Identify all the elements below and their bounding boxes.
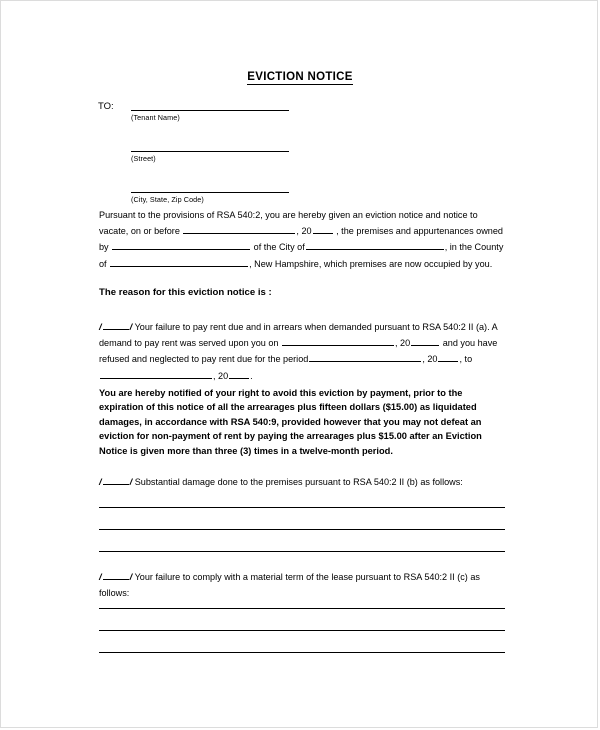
reason-c-answer-line-1[interactable] (99, 608, 505, 609)
reason-b-answer-line-2[interactable] (99, 529, 505, 530)
reason-c-paragraph (99, 569, 505, 601)
reason-a-text-2: , 20 (395, 338, 411, 349)
vacate-date-input[interactable] (183, 224, 295, 234)
reason-a-paragraph (99, 319, 505, 384)
reason-b-checkbox[interactable] (99, 477, 132, 487)
reason-b-paragraph (99, 474, 505, 490)
reason-c-answer-lines (99, 608, 505, 653)
street-input[interactable] (131, 151, 289, 152)
reason-c-answer-line-3[interactable] (99, 652, 505, 653)
page-title (1, 71, 598, 83)
reason-a-text-7: . (250, 370, 253, 381)
reason-a-text-5: , to (459, 354, 473, 365)
intro-text-6: , New Hampshire, which premises are now occupied by you. (249, 258, 493, 269)
demand-year-input[interactable] (411, 336, 439, 346)
reason-c-slot[interactable] (103, 570, 129, 580)
county-input[interactable] (110, 257, 248, 267)
city-state-zip-caption: (City, State, Zip Code) (131, 195, 204, 204)
reason-heading: The reason for this eviction notice is : (99, 287, 272, 298)
reason-b-marker-close: / (129, 477, 133, 487)
reason-b-answer-lines (99, 507, 505, 552)
intro-paragraph (99, 207, 505, 272)
intro-text-5: , in the County of (99, 242, 504, 269)
tenant-name-caption: (Tenant Name) (131, 113, 180, 122)
reason-c-text-1: Your failure to comply with a material term of the lease pursuant to RSA 540:2 II (c) as follows: (99, 572, 480, 599)
period-from-year-input[interactable] (438, 352, 458, 362)
period-to-input[interactable] (100, 369, 212, 379)
owner-name-input[interactable] (112, 240, 250, 250)
city-input[interactable] (306, 240, 444, 250)
intro-text-4: of the City of (253, 242, 305, 253)
intro-text-3: , the premises and appurtenances owned by (99, 226, 503, 253)
tenant-name-input[interactable] (131, 110, 289, 111)
demand-date-input[interactable] (282, 336, 394, 346)
city-state-zip-input[interactable] (131, 192, 289, 193)
reason-a-text-1: Your failure to pay rent due and in arrears when demanded pursuant to RSA 540:2 II (a). A demand to pay rent was served upon you on (99, 322, 498, 349)
reason-a-text-6: , 20 (213, 370, 229, 381)
reason-c-answer-line-2[interactable] (99, 630, 505, 631)
intro-text-1: Pursuant to the provisions of RSA 540:2, you are hereby given an eviction notice and notice to vacate, on or before (99, 210, 478, 237)
page-title-text: EVICTION NOTICE (247, 71, 353, 83)
tenant-name-field (131, 110, 331, 142)
period-from-input[interactable] (309, 352, 421, 362)
reason-a-text-4: , 20 (422, 354, 438, 365)
reason-a-slot[interactable] (103, 320, 129, 330)
street-field (131, 151, 331, 183)
vacate-year-input[interactable] (313, 224, 333, 234)
reason-b-slot[interactable] (103, 475, 129, 485)
reason-a-marker-open: / (99, 322, 102, 332)
payment-rights-notice: You are hereby notified of your right to avoid this eviction by payment, prior to the expiration of this notice of all the arrearages plus fifteen dollars ($15.00) as liquidated damages, in accordance with RSA 540:9, provided however that you may not defeat an eviction for non-payment of rent by paying the arrearages plus $15.00 after an Eviction Notice is given more than three (3) times in a twelve-month period. (99, 388, 482, 456)
reason-a-text-3: and you have refused and neglected to pay rent due for the period (99, 338, 498, 365)
recipient-fields (131, 101, 331, 224)
reason-a-marker-close: / (129, 322, 133, 332)
period-to-year-input[interactable] (229, 369, 249, 379)
reason-b-text-1: Substantial damage done to the premises pursuant to RSA 540:2 II (b) as follows: (134, 477, 463, 487)
reason-c-marker-close: / (129, 572, 133, 582)
reason-a-checkbox[interactable] (99, 322, 132, 332)
to-label: TO: (98, 101, 114, 112)
reason-c-marker-open: / (99, 572, 102, 582)
reason-c-checkbox[interactable] (99, 572, 132, 582)
reason-b-answer-line-1[interactable] (99, 507, 505, 508)
street-caption: (Street) (131, 154, 156, 163)
reason-b-answer-line-3[interactable] (99, 551, 505, 552)
intro-text-2: , 20 (296, 226, 312, 237)
reason-b-marker-open: / (99, 477, 102, 487)
